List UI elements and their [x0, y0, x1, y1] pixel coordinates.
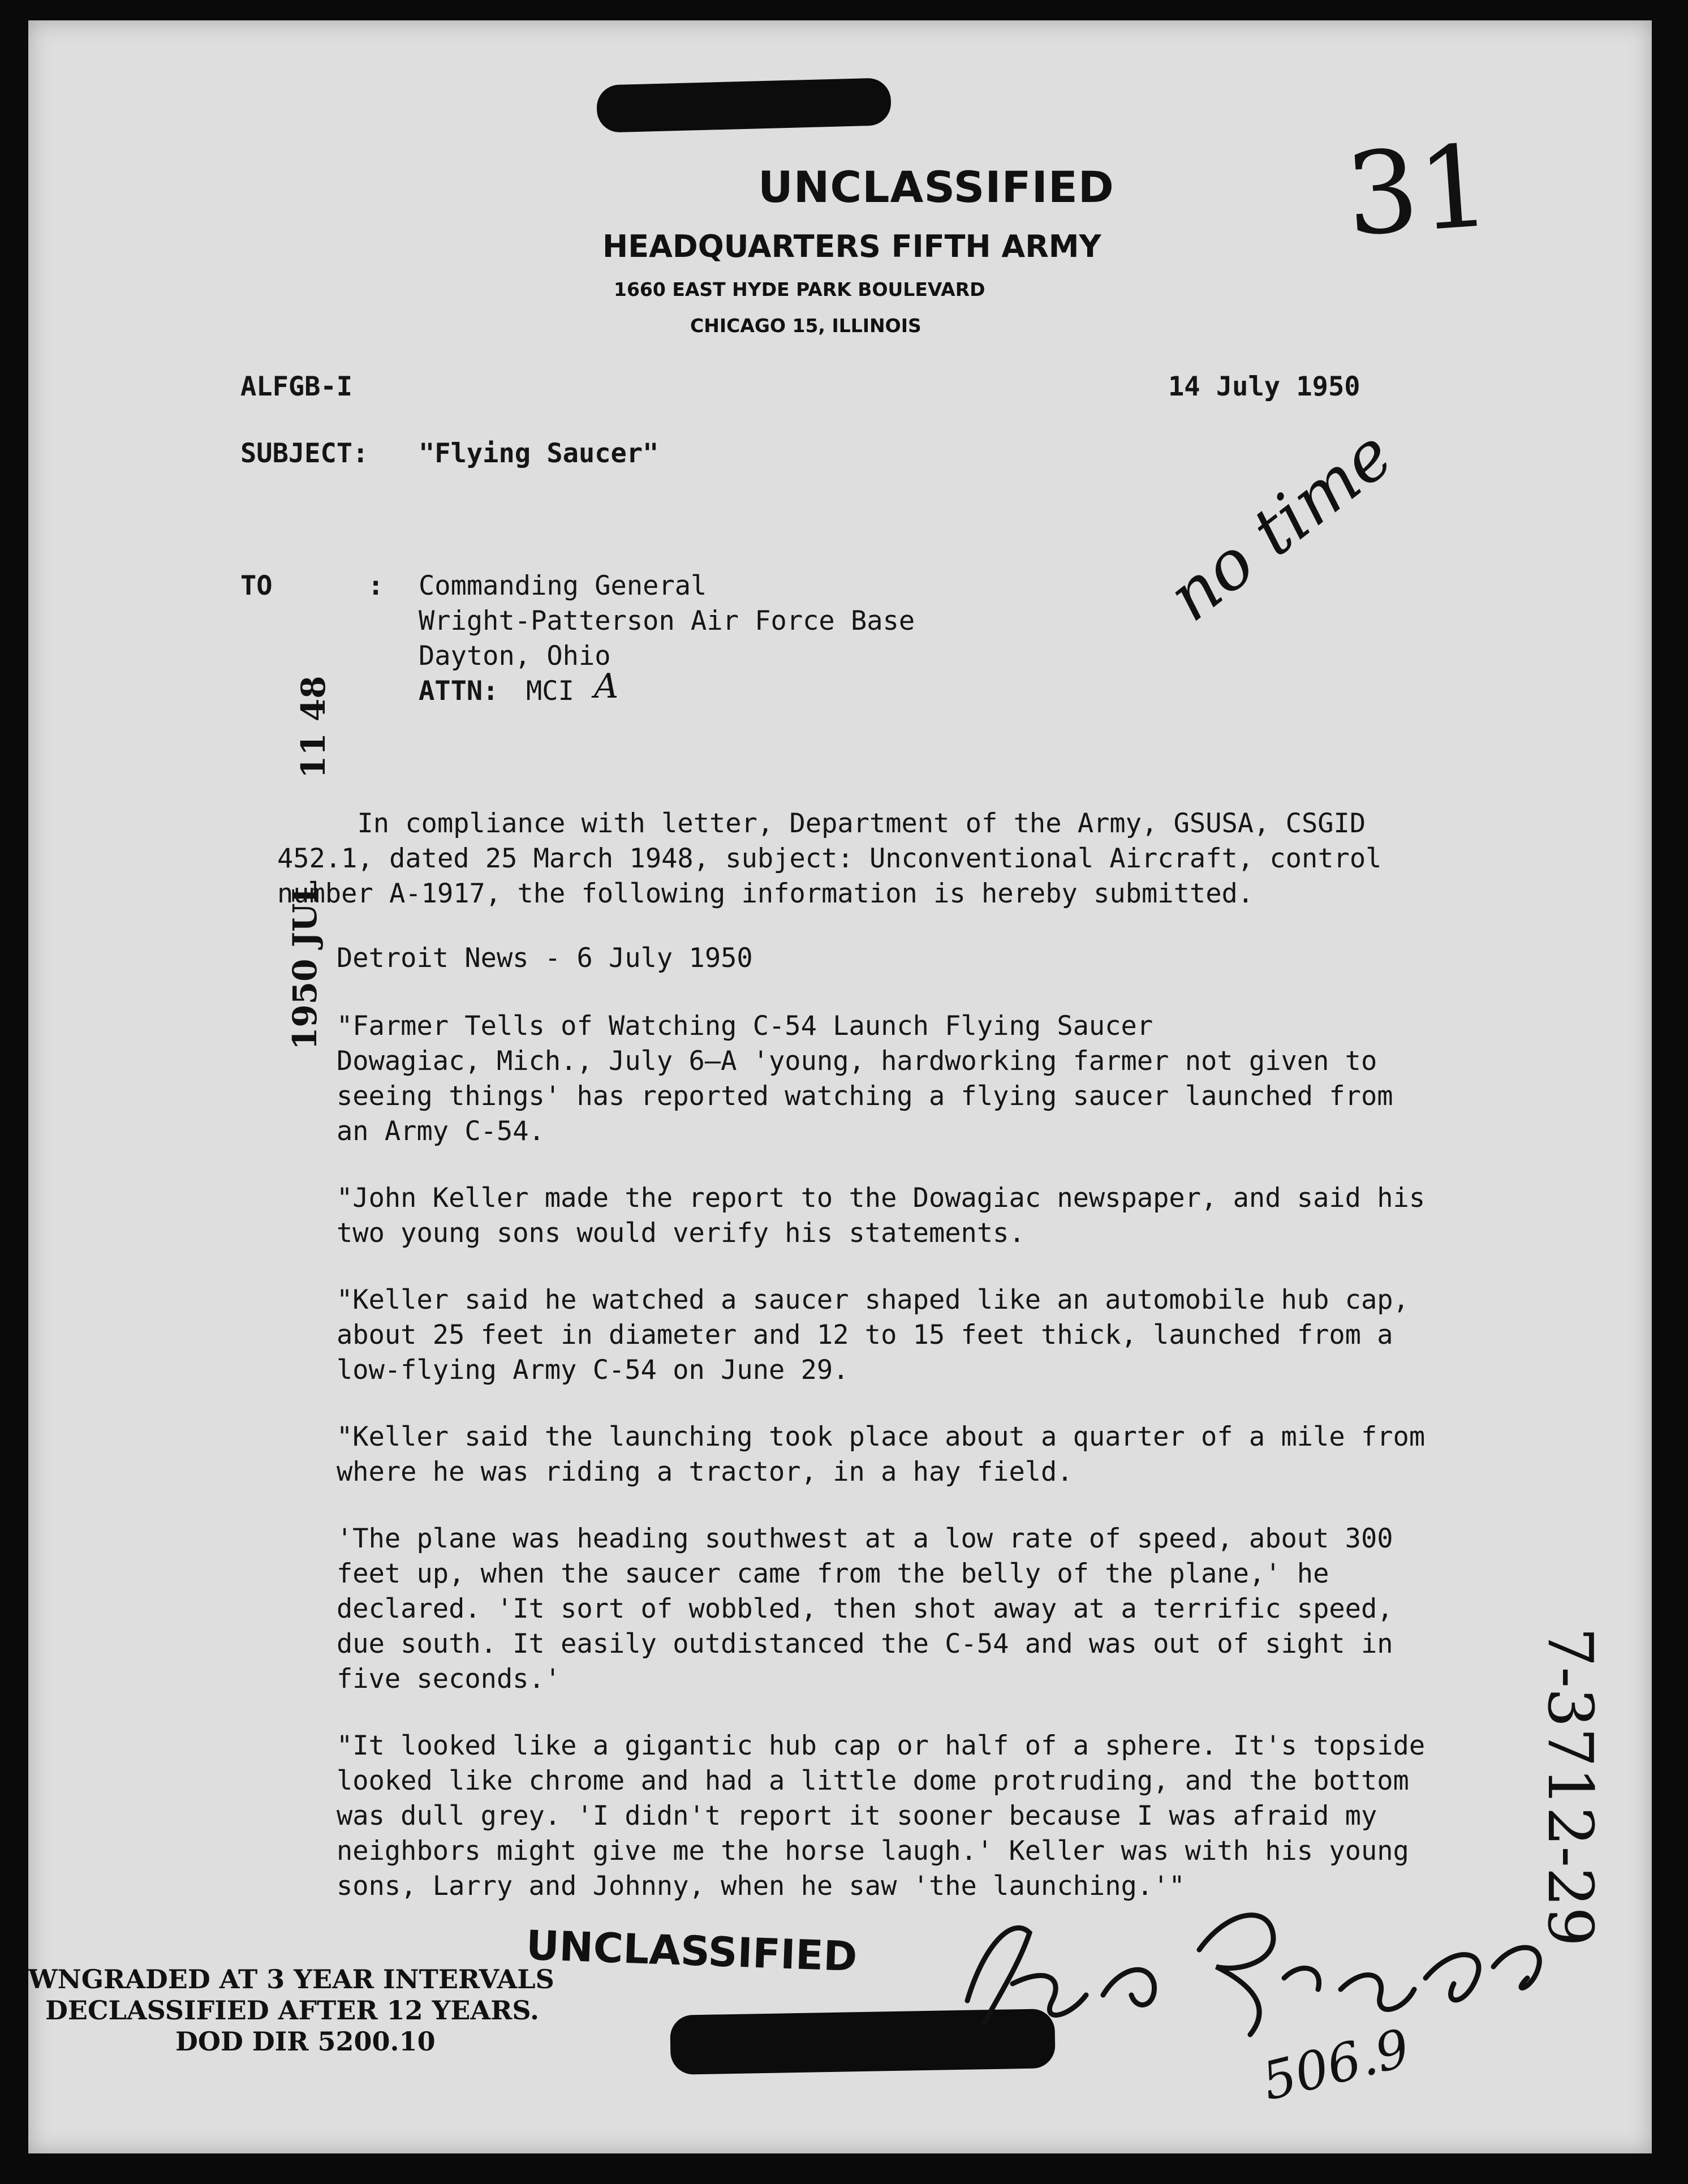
file-reference: ALFGB-I [240, 371, 353, 402]
article-p4-line-2: where he was riding a tractor, in a hay field. [337, 1456, 1073, 1487]
intro-line-3: number A-1917, the following information is hereby submitted. [277, 878, 1254, 909]
page-number-handwritten: 31 [1342, 120, 1495, 262]
article-p1-line-3: seeing things' has reported watching a flying saucer launched from [337, 1081, 1393, 1112]
addressee-line-1: Commanding General [419, 570, 707, 601]
article-p5-line-2: feet up, when the saucer came from the belly of the plane,' he [337, 1558, 1329, 1589]
intro-line-2: 452.1, dated 25 March 1948, subject: Unconventional Aircraft, control [277, 843, 1382, 874]
article-p3-line-3: low-flying Army C-54 on June 29. [337, 1355, 849, 1386]
to-colon: : [368, 570, 384, 601]
margin-note-handwritten: no time [1154, 415, 1407, 637]
org-name: HEADQUARTERS FIFTH ARMY [602, 229, 1101, 264]
addressee-line-2: Wright-Patterson Air Force Base [419, 605, 915, 637]
article-p4-line-1: "Keller said the launching took place about a quarter of a mile from [337, 1421, 1426, 1452]
file-number-handwritten: 7-3712-29 [1534, 1627, 1607, 1947]
article-p6-line-5: sons, Larry and Johnny, when he saw 'the launching.'" [337, 1871, 1185, 1902]
received-stamp-date: 1950 JUL [286, 880, 324, 1050]
article-p5-line-1: 'The plane was heading southwest at a low rate of speed, about 300 [337, 1523, 1393, 1554]
attn-value: MCI [526, 676, 574, 707]
subject-label: SUBJECT: [240, 438, 369, 469]
subject-text: "Flying Saucer" [419, 438, 659, 469]
news-source: Detroit News - 6 July 1950 [337, 943, 753, 974]
addressee-line-3: Dayton, Ohio [419, 640, 611, 672]
downgrade-line-3: DOD DIR 5200.10 [175, 2026, 436, 2057]
article-p2-line-2: two young sons would verify his statements. [337, 1218, 1025, 1249]
article-p1-line-4: an Army C-54. [337, 1116, 545, 1147]
intro-line-1: In compliance with letter, Department of the Army, GSUSA, CSGID [277, 808, 1366, 839]
attn-handwritten: A [594, 667, 619, 706]
org-city: CHICAGO 15, ILLINOIS [690, 315, 921, 337]
article-p5-line-3: declared. 'It sort of wobbled, then shot away at a terrific speed, [337, 1593, 1393, 1624]
article-p1-line-2: Dowagiac, Mich., July 6—A 'young, hardworking farmer not given to [337, 1046, 1377, 1077]
document-page [28, 20, 1652, 2153]
downgrade-line-1: WNGRADED AT 3 YEAR INTERVALS [28, 1964, 554, 1994]
article-p5-line-4: due south. It easily outdistanced the C-54 and was out of sight in [337, 1628, 1393, 1660]
classification-top: UNCLASSIFIED [758, 162, 1114, 212]
article-p3-line-2: about 25 feet in diameter and 12 to 15 feet thick, launched from a [337, 1319, 1393, 1351]
article-p3-line-1: "Keller said he watched a saucer shaped like an automobile hub cap, [337, 1284, 1409, 1315]
attn-label: ATTN: [419, 676, 499, 707]
downgrade-line-2: DECLASSIFIED AFTER 12 YEARS. [45, 1995, 540, 2026]
redaction-bar-top [596, 78, 892, 133]
classification-bottom: UNCLASSIFIED [525, 1921, 858, 1981]
handwritten-signature [933, 1854, 1584, 2057]
article-p6-line-2: looked like chrome and had a little dome protruding, and the bottom [337, 1765, 1409, 1796]
to-label: TO [240, 570, 273, 601]
memo-date: 14 July 1950 [1168, 371, 1360, 402]
article-p6-line-1: "It looked like a gigantic hub cap or half of a sphere. It's topside [337, 1730, 1426, 1761]
file-code-handwritten: 506.9 [1256, 2017, 1416, 2113]
article-p5-line-5: five seconds.' [337, 1663, 561, 1695]
article-p6-line-4: neighbors might give me the horse laugh.' Keller was with his young [337, 1835, 1409, 1867]
article-p1-line-1: "Farmer Tells of Watching C-54 Launch Flying Saucer [337, 1011, 1153, 1042]
received-stamp-time: 11 48 [294, 676, 333, 779]
article-p2-line-1: "John Keller made the report to the Dowagiac newspaper, and said his [337, 1183, 1426, 1214]
org-address: 1660 EAST HYDE PARK BOULEVARD [614, 278, 985, 300]
article-p6-line-3: was dull grey. 'I didn't report it sooner because I was afraid my [337, 1800, 1377, 1832]
